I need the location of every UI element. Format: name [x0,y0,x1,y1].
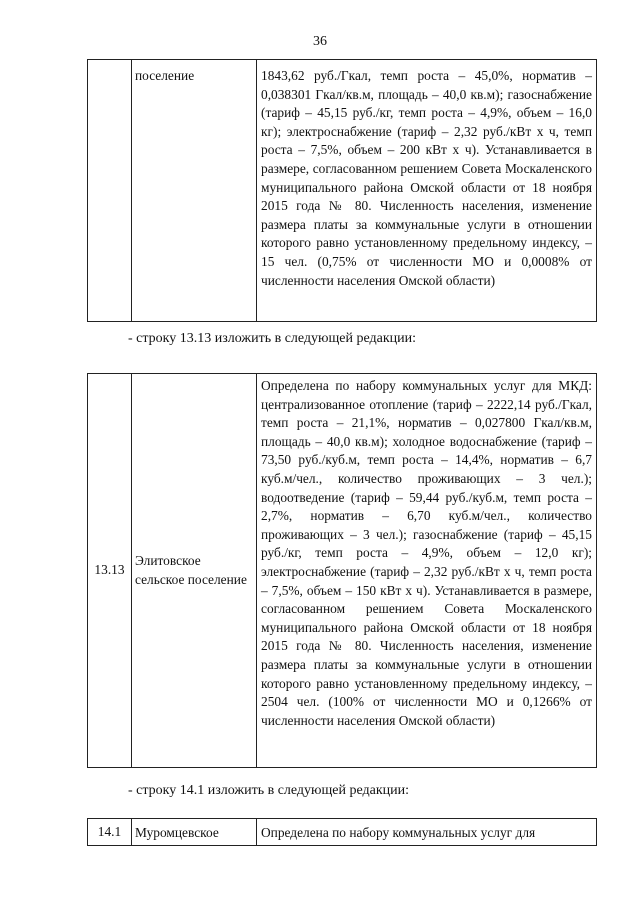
settlement-name-cell: Муромцевское [132,819,257,846]
table-row [88,819,597,846]
page-number: 36 [313,34,327,49]
table-row-14-1 [87,818,597,846]
row-number-cell: 13.13 [88,374,132,768]
edit-instruction-13-13: - строку 13.13 изложить в следующей редакции: [128,331,417,346]
row-number-cell [88,60,132,322]
table-row [88,60,597,322]
description-cell: Определена по набору коммунальных услуг для МКД: централизованное отопление (тариф – 2222,14 руб./Гкал, темп роста – 21,1%, норматив – 0,027800 Гкал/кв.м, площадь – 40,0 кв.м); холодное водоснабжение (тариф – 73,50 руб./куб.м, темп роста – 14,4%, норматив – 6,7 куб.м/чел., количество проживающих – 3 чел.); водоотведение (тариф – 59,44 руб./куб.м, темп роста – 2,7%, норматив – 6,70 куб.м/чел., количество проживающих – 3 чел.); газоснабжение (тариф – 45,15 руб./кг, темп роста – 4,9%, объем – 12,0 кг); электроснабжение (тариф – 2,32 руб./кВт х ч, темп роста – 7,5%, объем – 150 кВт х ч). Устанавливается в размере, согласованном решением Совета Москаленского муниципального района Омской области от 18 ноября 2015 года № 80. Численность населения, изменение размера платы за коммунальные услуги в отношении которого равно установленному предельному индексу, – 2504 чел. (100% от численности МО и 0,1266% от численности населения Омской области) [257,374,597,768]
edit-instruction-14-1: - строку 14.1 изложить в следующей редакции: [128,783,410,798]
row-number-cell: 14.1 [88,819,132,846]
description-cell: 1843,62 руб./Гкал, темп роста – 45,0%, норматив – 0,038301 Гкал/кв.м, площадь – 40,0 кв.м); газоснабжение (тариф – 45,15 руб./кг, темп роста – 4,9%, объем – 16,0 кг); электроснабжение (тариф – 2,32 руб./кВт х ч, темп роста – 7,5%, объем – 200 кВт х ч). Устанавливается в размере, согласованном решением Совета Москаленского муниципального района Омской области от 18 ноября 2015 года № 80. Численность населения, изменение размера платы за коммунальные услуги в отношении которого равно установленному предельному индексу, – 15 чел. (0,75% от численности МО и 0,0008% от численности населения Омской области) [257,60,597,322]
settlement-name-cell: Элитовское сельское поселение [132,374,257,768]
description-cell: Определена по набору коммунальных услуг для [257,819,597,846]
table-row-13-13 [87,373,597,768]
table-row [88,374,597,768]
table-row-continuation [87,59,597,322]
settlement-name-cell: поселение [132,60,257,322]
